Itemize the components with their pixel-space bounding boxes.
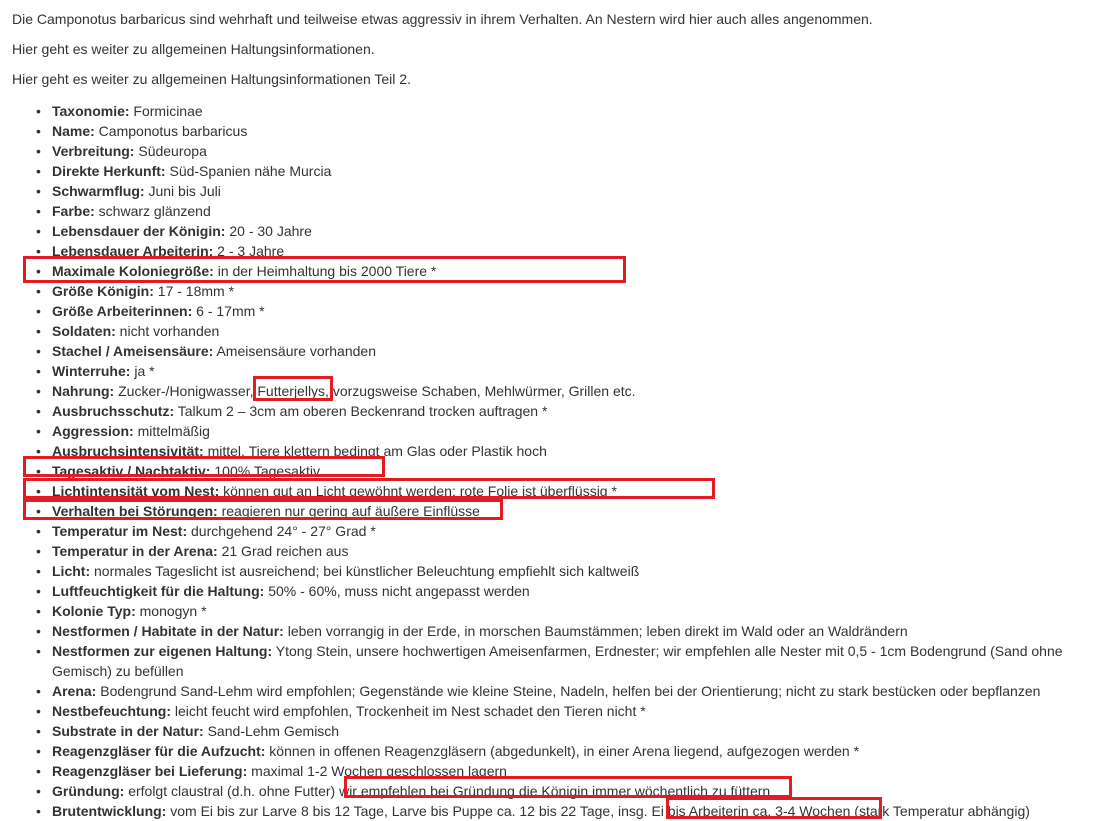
- fact-nest-moistening: [0, 701, 1098, 721]
- care-info-link[interactable]: Hier geht es weiter zu allgemeinen Haltungsinformationen.: [12, 41, 375, 57]
- fact-disturbance-behavior: [0, 501, 1098, 521]
- fact-label: Nestbefeuchtung:: [52, 703, 171, 719]
- fact-value: 100% Tagesaktiv: [210, 463, 320, 479]
- fact-value: Ytong Stein, unsere hochwertigen Ameisenfarmen, Erdnester; wir empfehlen alle Nester mit 0,5 - 1cm Bodengrund (Sand ohne Gemisch) zu befüllen: [52, 643, 1063, 679]
- fact-value: ja *: [130, 363, 155, 379]
- fact-distribution: [0, 141, 1098, 161]
- fact-value: 21 Grad reichen aus: [217, 543, 349, 559]
- fact-value: Talkum 2 – 3cm am oberen Beckenrand trocken auftragen *: [174, 403, 548, 419]
- fact-brood-development: [0, 801, 1098, 821]
- fact-value: leben vorrangig in der Erde, in morschen Baumstämmen; leben direkt im Wald oder an Waldrändern: [283, 623, 908, 639]
- fact-label: Schwarmflug:: [52, 183, 145, 199]
- fact-humidity: [0, 581, 1098, 601]
- fact-hibernation: [0, 361, 1098, 381]
- fact-light: [0, 561, 1098, 581]
- fact-label: Licht:: [52, 563, 91, 579]
- fact-soldiers: [0, 321, 1098, 341]
- fact-value: mittelmäßig: [133, 423, 210, 439]
- fact-value: mittel, Tiere klettern bedingt am Glas oder Plastik hoch: [203, 443, 547, 459]
- fact-value: können gut an Licht gewöhnt werden; rote Folie ist überflüssig *: [219, 483, 617, 499]
- fact-label: Winterruhe:: [52, 363, 131, 379]
- fact-name: [0, 121, 1098, 141]
- fact-label: Soldaten:: [52, 323, 116, 339]
- fact-value: Ameisensäure vorhanden: [213, 343, 376, 359]
- care-info-part2-link[interactable]: Hier geht es weiter zu allgemeinen Haltungsinformationen Teil 2.: [12, 71, 411, 87]
- fact-label: Verhalten bei Störungen:: [52, 503, 218, 519]
- fact-founding: [0, 781, 1098, 801]
- fact-origin: [0, 161, 1098, 181]
- fact-label: Nestformen zur eigenen Haltung:: [52, 643, 273, 659]
- fact-label: Substrate in der Natur:: [52, 723, 204, 739]
- fact-label: Tagesaktiv / Nachtaktiv:: [52, 463, 211, 479]
- fact-worker-size: [0, 301, 1098, 321]
- fact-nest-temperature: [0, 521, 1098, 541]
- fact-value: reagieren nur gering auf äußere Einflüsse: [217, 503, 480, 519]
- fact-value: 6 - 17mm *: [192, 303, 265, 319]
- fact-arena: [0, 681, 1098, 701]
- fact-value: monogyn *: [135, 603, 207, 619]
- fact-colony-type: [0, 601, 1098, 621]
- fact-substrate: [0, 721, 1098, 741]
- fact-label: Ausbruchsintensivität:: [52, 443, 204, 459]
- fact-label: Nahrung:: [52, 383, 115, 399]
- fact-value: schwarz glänzend: [94, 203, 211, 219]
- fact-label: Temperatur im Nest:: [52, 523, 188, 539]
- fact-value: Zucker-/Honigwasser, Futterjellys, vorzugsweise Schaben, Mehlwürmer, Grillen etc.: [114, 383, 636, 399]
- fact-value: Formicinae: [129, 103, 203, 119]
- fact-label: Brutentwicklung:: [52, 803, 167, 819]
- fact-taxonomy: [0, 101, 1098, 121]
- fact-label: Maximale Koloniegröße:: [52, 263, 214, 279]
- fact-label: Größe Arbeiterinnen:: [52, 303, 193, 319]
- fact-value: Südeuropa: [134, 143, 207, 159]
- fact-value: durchgehend 24° - 27° Grad *: [187, 523, 376, 539]
- fact-escape-intensity: [0, 441, 1098, 461]
- fact-label: Temperatur in der Arena:: [52, 543, 218, 559]
- fact-label: Kolonie Typ:: [52, 603, 136, 619]
- fact-value: nicht vorhanden: [115, 323, 220, 339]
- fact-value: erfolgt claustral (d.h. ohne Futter) wir empfehlen bei Gründung die Königin immer wöchentlich zu füttern: [124, 783, 771, 799]
- fact-nest-forms: [0, 641, 1098, 681]
- fact-natural-habitat: [0, 621, 1098, 641]
- fact-label: Gründung:: [52, 783, 125, 799]
- fact-color: [0, 201, 1098, 221]
- fact-label: Farbe:: [52, 203, 95, 219]
- fact-food: [0, 381, 1098, 401]
- fact-arena-temperature: [0, 541, 1098, 561]
- fact-value: 20 - 30 Jahre: [225, 223, 312, 239]
- fact-value: 2 - 3 Jahre: [213, 243, 285, 259]
- fact-aggression: [0, 421, 1098, 441]
- fact-activity: [0, 461, 1098, 481]
- fact-max-colony-size: [0, 261, 1098, 281]
- fact-value: 50% - 60%, muss nicht angepasst werden: [264, 583, 530, 599]
- fact-label: Nestformen / Habitate in der Natur:: [52, 623, 284, 639]
- fact-sting-acid: [0, 341, 1098, 361]
- fact-test-tubes-rearing: [0, 741, 1098, 761]
- fact-value: 17 - 18mm *: [153, 283, 235, 299]
- fact-label: Größe Königin:: [52, 283, 154, 299]
- intro-paragraph: Die Camponotus barbaricus sind wehrhaft und teilweise etwas aggressiv in ihrem Verhalten. An Nestern wird hier auch alles angenommen.: [12, 11, 873, 27]
- fact-label: Name:: [52, 123, 95, 139]
- fact-queen-size: [0, 281, 1098, 301]
- fact-label: Verbreitung:: [52, 143, 135, 159]
- fact-value: maximal 1-2 Wochen geschlossen lagern: [247, 763, 507, 779]
- fact-label: Direkte Herkunft:: [52, 163, 166, 179]
- fact-value: Bodengrund Sand-Lehm wird empfohlen; Gegenstände wie kleine Steine, Nadeln, helfen bei der Orientierung; nicht zu stark bestücken oder bepflanzen: [96, 683, 1041, 699]
- species-facts-list: [0, 101, 1098, 821]
- fact-escape-protection: [0, 401, 1098, 421]
- fact-nest-light: [0, 481, 1098, 501]
- fact-label: Reagenzgläser bei Lieferung:: [52, 763, 248, 779]
- fact-label: Ausbruchsschutz:: [52, 403, 175, 419]
- fact-value: in der Heimhaltung bis 2000 Tiere *: [213, 263, 437, 279]
- fact-test-tubes-delivery: [0, 761, 1098, 781]
- fact-label: Arena:: [52, 683, 97, 699]
- fact-value: normales Tageslicht ist ausreichend; bei künstlicher Beleuchtung empfiehlt sich kaltweiß: [90, 563, 640, 579]
- fact-value: vom Ei bis zur Larve 8 bis 12 Tage, Larve bis Puppe ca. 12 bis 22 Tage, insg. Ei bis Arbeiterin ca. 3-4 Wochen (stark Temperatur abhängig): [166, 803, 1030, 819]
- fact-nuptial-flight: [0, 181, 1098, 201]
- fact-label: Stachel / Ameisensäure:: [52, 343, 214, 359]
- fact-value: leicht feucht wird empfohlen, Trockenheit im Nest schadet den Tieren nicht *: [171, 703, 646, 719]
- fact-queen-lifespan: [0, 221, 1098, 241]
- fact-label: Lebensdauer Arbeiterin:: [52, 243, 214, 259]
- fact-label: Luftfeuchtigkeit für die Haltung:: [52, 583, 265, 599]
- fact-label: Reagenzgläser für die Aufzucht:: [52, 743, 266, 759]
- fact-worker-lifespan: [0, 241, 1098, 261]
- fact-value: Juni bis Juli: [144, 183, 221, 199]
- fact-value: Sand-Lehm Gemisch: [203, 723, 340, 739]
- fact-label: Aggression:: [52, 423, 134, 439]
- fact-value: Süd-Spanien nähe Murcia: [165, 163, 332, 179]
- fact-label: Lebensdauer der Königin:: [52, 223, 226, 239]
- fact-value: Camponotus barbaricus: [94, 123, 248, 139]
- fact-value: können in offenen Reagenzgläsern (abgedunkelt), in einer Arena liegend, aufgezogen werden *: [265, 743, 860, 759]
- fact-label: Taxonomie:: [52, 103, 130, 119]
- fact-label: Lichtintensität vom Nest:: [52, 483, 220, 499]
